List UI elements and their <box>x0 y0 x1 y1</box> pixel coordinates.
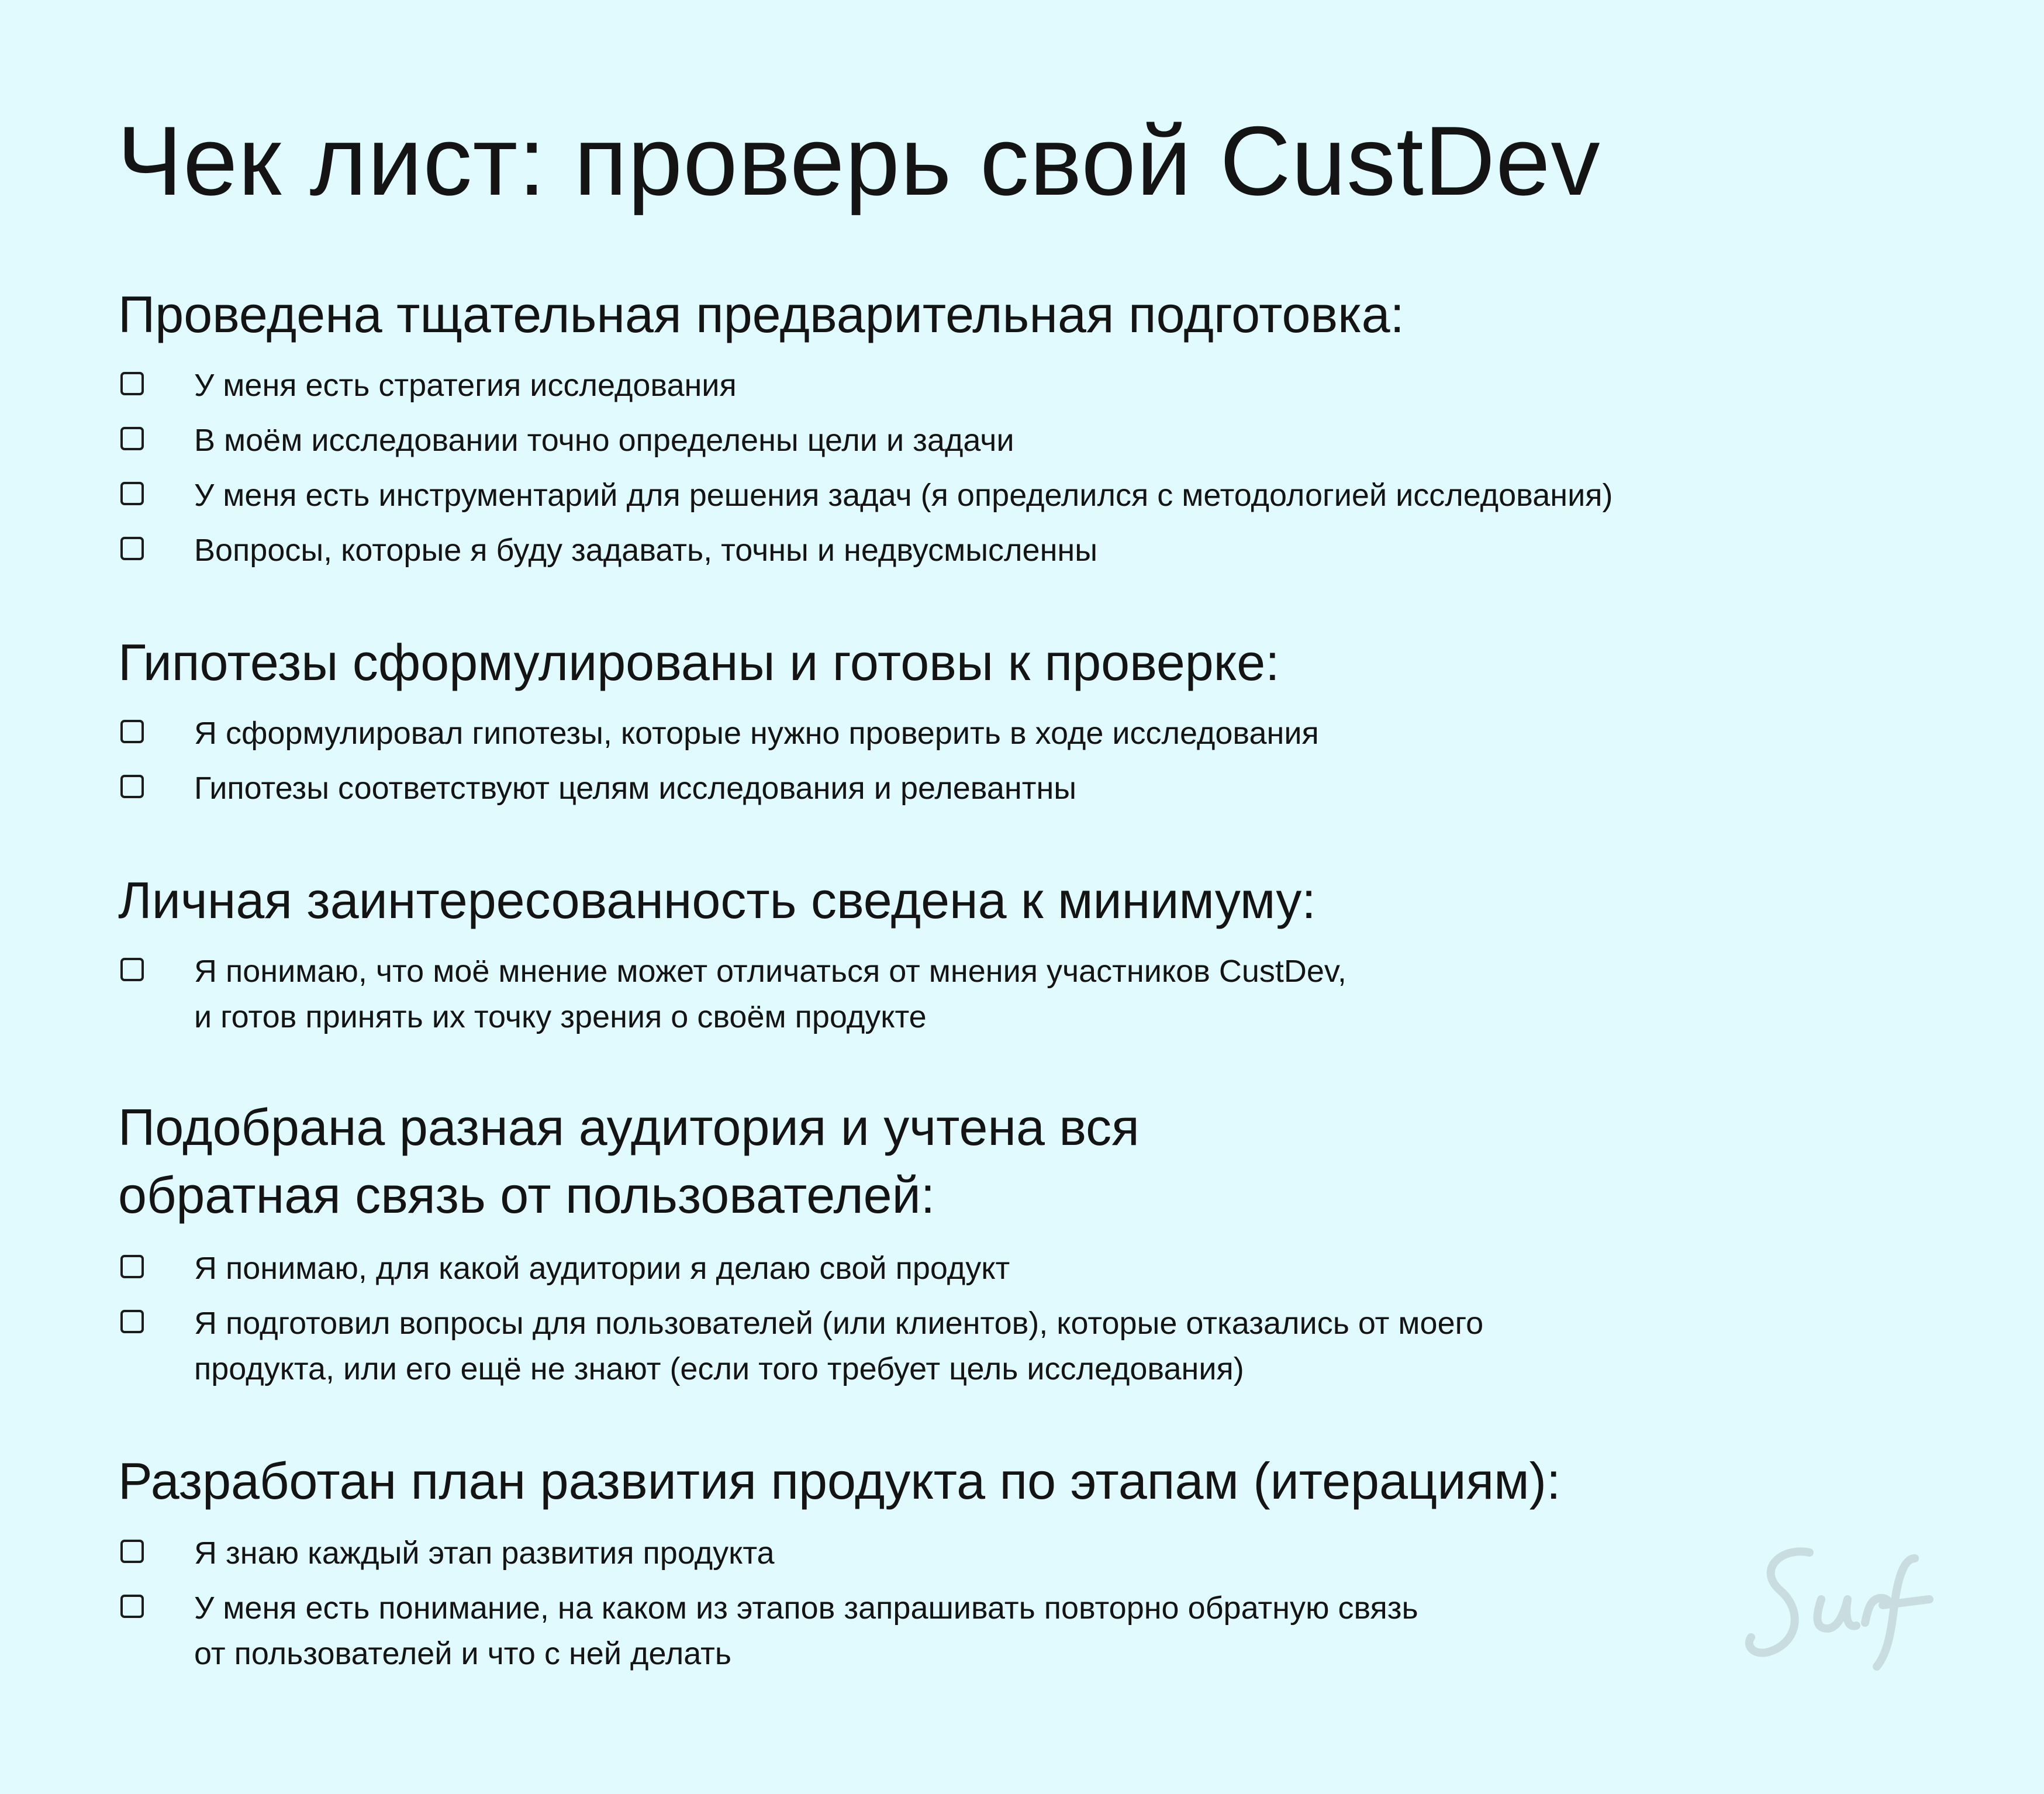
checklist-item[interactable] <box>120 1246 1010 1291</box>
checklist-item-label: Я сформулировал гипотезы, которые нужно проверить в ходе исследования <box>194 716 1319 751</box>
checklist-item-label: У меня есть стратегия исследования <box>194 368 737 403</box>
checkbox[interactable] <box>120 537 144 560</box>
checkbox[interactable] <box>120 1595 144 1618</box>
surf-logo <box>1739 1535 1938 1681</box>
checklist-item-label: В моём исследовании точно определены цели и задачи <box>194 423 1014 458</box>
checkbox[interactable] <box>120 427 144 450</box>
checklist-item-label: У меня есть инструментарий для решения задач (я определился с методологией исследования) <box>194 478 1613 513</box>
checklist-item[interactable] <box>120 1300 1483 1392</box>
checklist-item[interactable] <box>120 948 1346 1040</box>
section-heading-bias: Личная заинтересованность сведена к минимуму: <box>118 871 1316 929</box>
section-heading-audience: Подобрана разная аудитория и учтена вся обратная связь от пользователей: <box>118 1098 1140 1224</box>
checkbox[interactable] <box>120 720 144 743</box>
checkbox[interactable] <box>120 1310 144 1333</box>
checkbox[interactable] <box>120 1255 144 1278</box>
checklist-item[interactable] <box>120 710 1319 756</box>
checklist-item-label: Вопросы, которые я буду задавать, точны и недвусмысленны <box>194 533 1098 568</box>
checklist-item[interactable] <box>120 363 737 408</box>
checkbox[interactable] <box>120 482 144 505</box>
checkbox[interactable] <box>120 372 144 395</box>
checklist-item-label: Гипотезы соответствуют целям исследования и релевантны <box>194 771 1077 806</box>
checklist-item-label: Я подготовил вопросы для пользователей (или клиентов), которые отказались от моего продукта, или его ещё не знают (если того требует цель исследования) <box>194 1306 1484 1386</box>
checklist-item[interactable] <box>120 1585 1418 1676</box>
checklist-item[interactable] <box>120 527 1097 573</box>
checkbox[interactable] <box>120 775 144 798</box>
checklist-item[interactable] <box>120 472 1613 518</box>
section-heading-roadmap: Разработан план развития продукта по этапам (итерациям): <box>118 1452 1561 1510</box>
checklist-item-label: Я понимаю, что моё мнение может отличаться от мнения участников CustDev, и готов принять их точку зрения о своём продукте <box>194 954 1346 1034</box>
checklist-item-label: Я знаю каждый этап развития продукта <box>194 1536 775 1571</box>
checklist-item[interactable] <box>120 765 1076 811</box>
checklist-item-label: У меня есть понимание, на каком из этапов запрашивать повторно обратную связь от пользователей и что с ней делать <box>194 1591 1418 1671</box>
checkbox[interactable] <box>120 958 144 981</box>
page-title: Чек лист: проверь свой CustDev <box>117 106 1601 216</box>
checkbox[interactable] <box>120 1540 144 1563</box>
checklist-item[interactable] <box>120 418 1014 463</box>
checklist-item-label: Я понимаю, для какой аудитории я делаю свой продукт <box>194 1251 1010 1286</box>
checklist-item[interactable] <box>120 1530 775 1576</box>
section-heading-preparation: Проведена тщательная предварительная подготовка: <box>118 285 1404 343</box>
section-heading-hypotheses: Гипотезы сформулированы и готовы к проверке: <box>118 633 1280 691</box>
